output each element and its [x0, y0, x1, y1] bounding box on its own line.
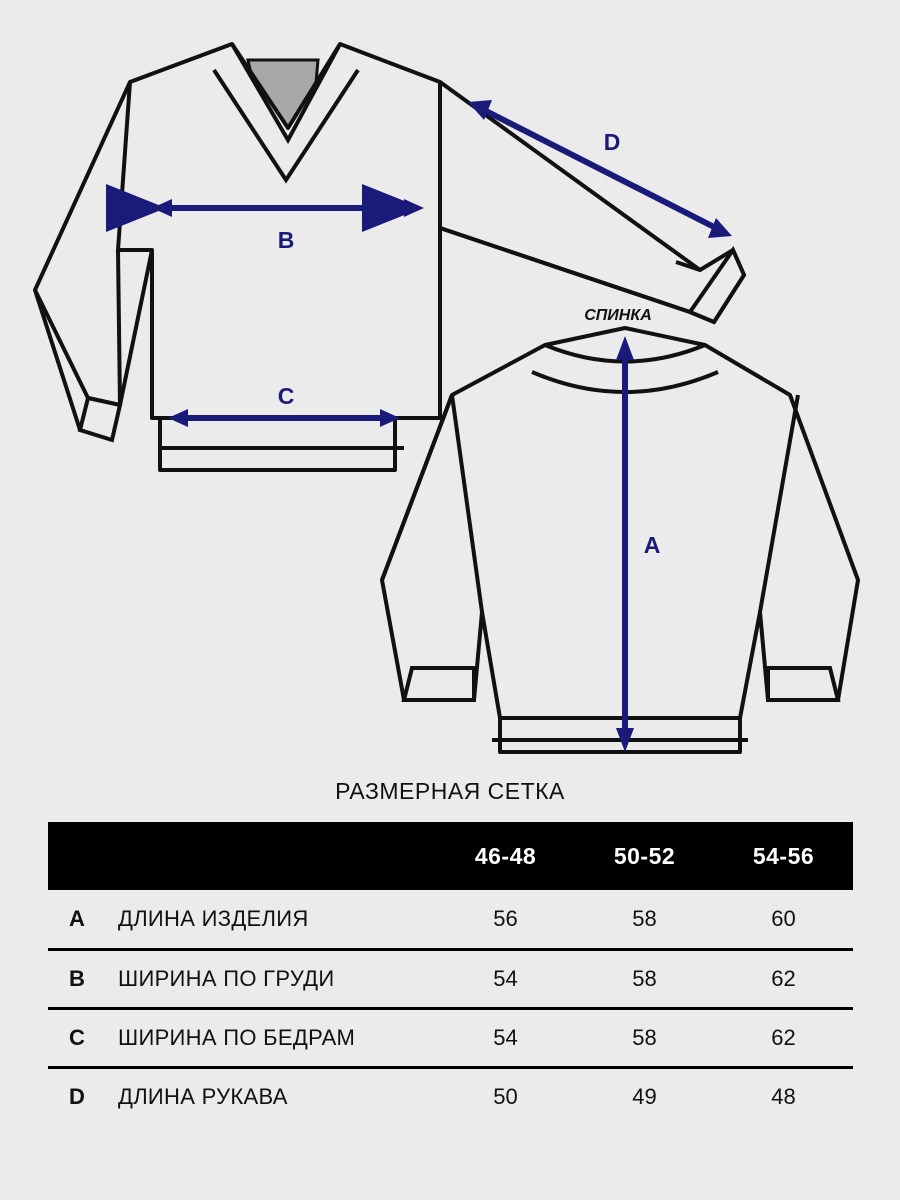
row-value-3: 60 [771, 905, 796, 931]
row-value-2: 58 [632, 1024, 657, 1050]
row-name: ДЛИНА ИЗДЕЛИЯ [118, 905, 309, 931]
row-value-1: 50 [493, 1084, 518, 1110]
label-sleeve-length: D [603, 129, 621, 155]
header-letter-blank [48, 822, 106, 890]
row-value-2: 49 [632, 1084, 657, 1110]
row-value-2: 58 [632, 965, 657, 991]
table-row [48, 949, 853, 1008]
row-letter: A [69, 905, 85, 931]
size-table-head [48, 822, 853, 890]
size-table-title: РАЗМЕРНАЯ СЕТКА [335, 778, 565, 804]
table-row [48, 1067, 853, 1126]
header-size-1: 46-48 [474, 842, 537, 869]
row-letter: B [69, 965, 85, 991]
header-name-blank [106, 822, 436, 890]
table-row [48, 890, 853, 949]
row-value-2: 58 [632, 905, 657, 931]
header-size-2: 50-52 [613, 842, 676, 869]
size-table-header-row [48, 822, 853, 890]
row-value-3: 48 [771, 1084, 796, 1110]
back-caption: СПИНКА [584, 307, 652, 324]
row-value-1: 54 [493, 1024, 518, 1050]
size-table [48, 822, 853, 1126]
row-letter: D [69, 1084, 85, 1110]
left-sleeve-seam [118, 250, 120, 405]
row-name: ШИРИНА ПО ГРУДИ [118, 965, 335, 991]
back-right-cuff [768, 668, 838, 700]
size-table-body [48, 890, 853, 1126]
label-hip-width: C [277, 383, 295, 409]
left-cuff [80, 398, 120, 440]
label-product-length: A [643, 532, 661, 558]
row-name: ШИРИНА ПО БЕДРАМ [118, 1024, 356, 1050]
row-letter: C [69, 1024, 85, 1050]
header-size-3: 54-56 [752, 842, 815, 869]
label-chest-width: B [277, 227, 295, 253]
back-left-cuff [404, 668, 474, 700]
row-value-1: 56 [493, 905, 518, 931]
row-value-3: 62 [771, 1024, 796, 1050]
table-row [48, 1008, 853, 1067]
row-value-1: 54 [493, 965, 518, 991]
back-sweater-illustration [382, 307, 858, 752]
row-name: ДЛИНА РУКАВА [118, 1084, 288, 1110]
row-value-3: 62 [771, 965, 796, 991]
